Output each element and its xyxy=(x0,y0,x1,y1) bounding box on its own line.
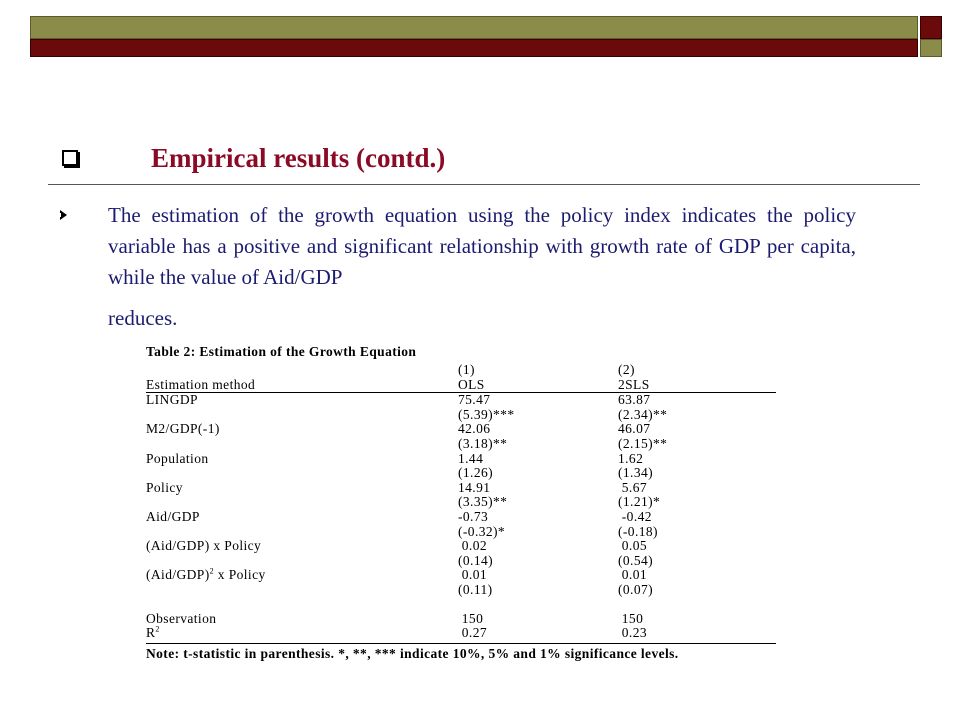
table-row xyxy=(146,481,776,496)
row-label xyxy=(146,408,458,423)
row-value-col2: 1.62 xyxy=(618,450,644,466)
table-caption: Table 2: Estimation of the Growth Equation xyxy=(146,344,417,359)
row-label: (Aid/GDP) x Policy xyxy=(146,538,262,554)
row-value-col2: 0.23 xyxy=(618,625,647,641)
row-value-col1: (3.18)** xyxy=(458,435,508,451)
table-row xyxy=(146,422,776,437)
row-value-col1: 42.06 xyxy=(458,421,491,437)
row-label-rest: x Policy xyxy=(214,567,266,583)
row-value-col2: (2.15)** xyxy=(618,435,668,451)
table-row xyxy=(146,612,776,627)
top-bar-maroon xyxy=(30,39,918,57)
row-value-col1: -0.73 xyxy=(458,508,489,524)
row-label xyxy=(146,626,458,641)
row-label: Aid/GDP xyxy=(146,508,200,524)
row-label-superscript: 2 xyxy=(209,566,215,576)
table-footnote: Note: t-statistic in parenthesis. *, **, *** indicate 10%, 5% and 1% significance levels. xyxy=(146,645,679,661)
table-header xyxy=(146,363,776,393)
top-bar-olive xyxy=(30,16,918,39)
row-value-col2: 5.67 xyxy=(618,479,647,495)
row-label-base: (Aid/GDP) xyxy=(146,567,210,583)
row-value-col1: 1.44 xyxy=(458,450,484,466)
row-value-col2: (1.34) xyxy=(618,465,654,481)
row-label: LINGDP xyxy=(146,392,198,408)
header-col1-number: (1) xyxy=(458,362,475,377)
row-value-col1: 0.01 xyxy=(458,567,487,583)
row-value-col1: (0.14) xyxy=(458,552,494,568)
table-stat-rows xyxy=(146,612,776,641)
table-row xyxy=(146,539,776,554)
slide-title-row xyxy=(62,138,445,178)
header-col1-method: OLS xyxy=(458,376,485,392)
row-label-base: R xyxy=(146,625,156,641)
checkbox-bullet-icon xyxy=(62,150,78,166)
row-value-col1: (-0.32)* xyxy=(458,523,506,539)
row-label: Observation xyxy=(146,610,217,626)
row-value-col1: (5.39)*** xyxy=(458,406,515,422)
row-value-col1: 0.02 xyxy=(458,538,487,554)
row-value-col2: (0.54) xyxy=(618,552,654,568)
regression-table xyxy=(146,343,776,663)
row-value-col2: 0.05 xyxy=(618,538,647,554)
table-row xyxy=(146,437,776,452)
bullet-paragraph xyxy=(60,200,860,334)
row-label: Population xyxy=(146,450,209,466)
row-label xyxy=(146,466,458,481)
top-bar-corner-block xyxy=(920,16,942,57)
row-label xyxy=(146,495,458,510)
row-value-col1: (1.26) xyxy=(458,465,494,481)
header-row-methods xyxy=(146,378,776,393)
row-value-col2: -0.42 xyxy=(618,508,652,524)
arrow-bullet-icon xyxy=(60,210,67,220)
table-row xyxy=(146,510,776,525)
table-spacer xyxy=(146,598,776,612)
row-label xyxy=(146,437,458,452)
row-value-col2: 46.07 xyxy=(618,421,651,437)
row-label xyxy=(146,583,458,598)
row-value-col2: (0.07) xyxy=(618,581,654,597)
header-col2-method: 2SLS xyxy=(618,376,650,392)
paragraph-end: reduces. xyxy=(108,306,178,330)
table-row xyxy=(146,393,776,408)
row-value-col1: 75.47 xyxy=(458,392,491,408)
header-method-label: Estimation method xyxy=(146,376,256,392)
table-row xyxy=(146,408,776,423)
header-col2-number: (2) xyxy=(618,362,635,377)
row-value-col2: (2.34)** xyxy=(618,406,668,422)
header-blank-cell xyxy=(146,363,458,378)
row-label xyxy=(146,525,458,540)
top-decorative-bar xyxy=(30,16,944,58)
paragraph-text xyxy=(108,200,856,334)
row-value-col1: 0.27 xyxy=(458,625,487,641)
row-label-superscript: 2 xyxy=(155,624,160,634)
row-label: M2/GDP(-1) xyxy=(146,421,220,437)
table-row xyxy=(146,452,776,467)
row-label xyxy=(146,568,458,583)
table-row xyxy=(146,525,776,540)
table-coefficient-rows xyxy=(146,393,776,597)
row-value-col2: (-0.18) xyxy=(618,523,658,539)
table-row xyxy=(146,568,776,583)
table-body xyxy=(146,393,776,644)
row-value-col2: 150 xyxy=(618,610,644,626)
row-value-col1: (3.35)** xyxy=(458,494,508,510)
header-row-numbers xyxy=(146,363,776,378)
table-row xyxy=(146,495,776,510)
corner-block-top xyxy=(920,16,942,39)
row-value-col1: 14.91 xyxy=(458,479,491,495)
row-label: Policy xyxy=(146,479,183,495)
table-row xyxy=(146,466,776,481)
slide-title: Empirical results (contd.) xyxy=(151,142,446,173)
table-row xyxy=(146,583,776,598)
row-value-col2: 63.87 xyxy=(618,392,651,408)
corner-block-bottom xyxy=(920,39,942,57)
row-value-col2: 0.01 xyxy=(618,567,647,583)
title-divider xyxy=(48,184,920,185)
paragraph-body: The estimation of the growth equation using the policy index indicates the policy variable has a positive and significant relationship with growth rate of GDP per capita, while the value of Aid/GDP xyxy=(108,203,856,289)
table-row xyxy=(146,626,776,641)
row-value-col2: (1.21)* xyxy=(618,494,661,510)
row-value-col1: (0.11) xyxy=(458,581,493,597)
row-value-col1: 150 xyxy=(458,610,484,626)
